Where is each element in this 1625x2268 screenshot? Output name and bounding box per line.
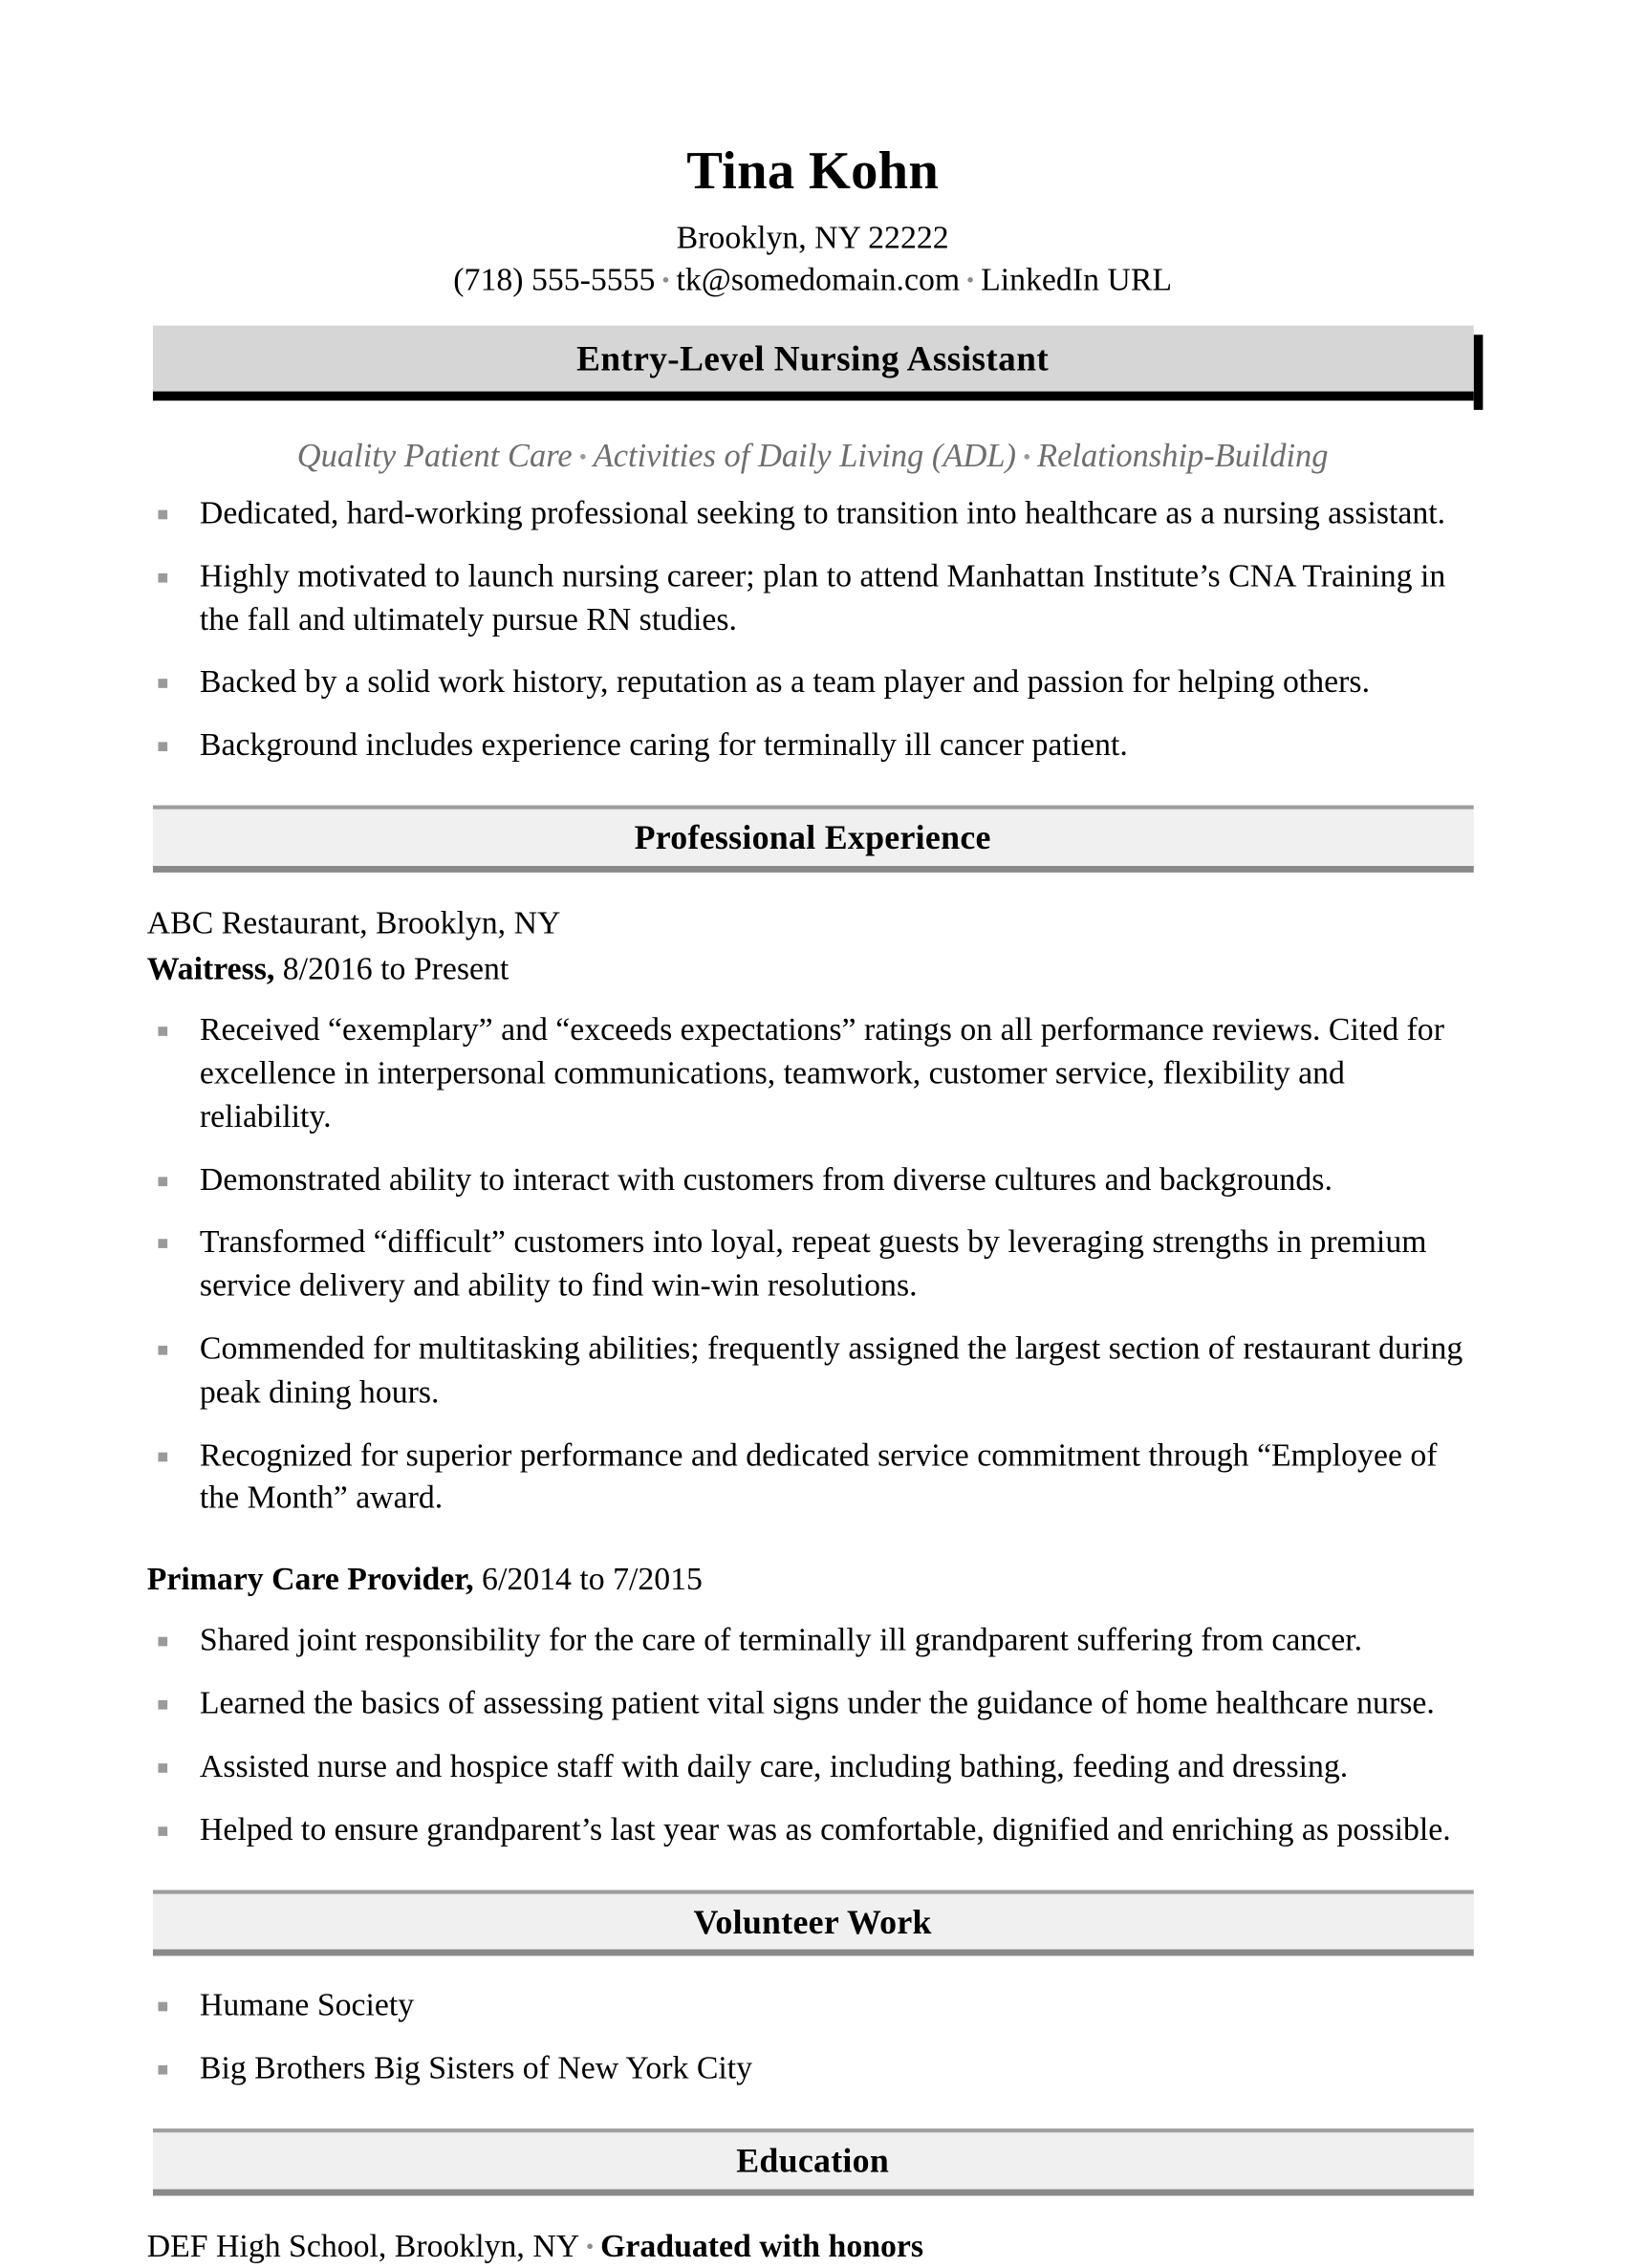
job-entry — [147, 1558, 1479, 1852]
volunteer-bullet-list — [147, 1985, 1479, 2091]
job-title-line — [147, 1558, 1479, 1602]
section-body-volunteer — [147, 1985, 1479, 2091]
separator-dot-icon: • — [1022, 444, 1031, 470]
job-employer: ABC Restaurant, Brooklyn, NY — [146, 905, 561, 941]
section-title: Professional Experience — [634, 818, 991, 857]
job-bullet-text: Transformed “difficult” customers into loyal, repeat guests by leveraging strengths in premium service delivery and ability to find win-win resolutions. — [199, 1224, 1427, 1305]
list-item — [147, 1009, 1479, 1139]
candidate-name: Tina Kohn — [686, 140, 940, 201]
job-title: Primary Care Provider, — [146, 1562, 474, 1598]
summary-bullet-list — [147, 493, 1479, 768]
skills-tagline — [147, 437, 1479, 480]
list-item — [147, 1746, 1479, 1789]
job-bullet-text: Shared joint responsibility for the care of terminally ill grandparent suffering from cancer. — [199, 1623, 1363, 1659]
list-item — [147, 725, 1479, 768]
list-item — [147, 1328, 1479, 1415]
volunteer-bullet-text: Big Brothers Big Sisters of New York City — [199, 2051, 753, 2087]
section-body-experience — [147, 901, 1479, 1852]
section-title: Volunteer Work — [693, 1902, 932, 1941]
job-bullet-text: Learned the basics of assessing patient vital signs under the guidance of home healthcare nurse. — [199, 1685, 1435, 1722]
candidate-linkedin: LinkedIn URL — [981, 262, 1172, 299]
section-body-education — [147, 2225, 1479, 2268]
volunteer-bullet-text: Humane Society — [199, 1988, 415, 2024]
job-title: Waitress, — [146, 951, 275, 987]
list-item — [147, 556, 1479, 643]
resume-content — [147, 0, 1479, 2268]
education-school: DEF High School, Brooklyn, NY — [146, 2228, 580, 2265]
job-bullet-list — [147, 1620, 1479, 1852]
job-bullet-text: Commended for multitasking abilities; frequently assigned the largest section of restaurant during peak dining hours. — [199, 1330, 1463, 1411]
list-item — [147, 1809, 1479, 1852]
tagline-part-3: Relationship-Building — [1037, 439, 1329, 476]
job-dates: 6/2014 to 7/2015 — [482, 1562, 703, 1598]
education-entry — [147, 2225, 1479, 2268]
separator-dot-icon: • — [578, 444, 587, 470]
candidate-contact-line — [147, 260, 1479, 303]
list-item — [147, 1159, 1479, 1202]
job-target-banner-wrap — [152, 325, 1473, 401]
list-item — [147, 1683, 1479, 1726]
job-bullet-text: Received “exemplary” and “exceeds expectations” ratings on all performance reviews. Cited for excellence in interpersonal communications, teamwork, customer service, flexibility and reliability. — [199, 1012, 1444, 1134]
job-dates: 8/2016 to Present — [282, 951, 509, 987]
section-header-experience — [152, 806, 1473, 873]
job-bullet-text: Helped to ensure grandparent’s last year was as comfortable, dignified and enriching as possible. — [199, 1811, 1451, 1848]
separator-dot-icon: • — [586, 2234, 595, 2259]
separator-dot-icon: • — [966, 268, 975, 293]
list-item — [147, 1222, 1479, 1309]
job-bullet-text: Recognized for superior performance and dedicated service commitment through “Employee of the Month” award. — [199, 1436, 1438, 1517]
section-header-volunteer — [152, 1890, 1473, 1956]
job-target-banner — [152, 325, 1473, 401]
candidate-email: tk@somedomain.com — [676, 262, 961, 299]
candidate-phone: (718) 555-5555 — [453, 262, 656, 299]
tagline-part-2: Activities of Daily Living (ADL) — [593, 439, 1017, 476]
list-item — [147, 2048, 1479, 2091]
separator-dot-icon: • — [661, 268, 670, 293]
resume-header — [147, 142, 1479, 303]
job-entry — [147, 901, 1479, 1522]
job-target-title: Entry-Level Nursing Assistant — [576, 337, 1050, 378]
education-honors: Graduated with honors — [600, 2228, 924, 2265]
list-item — [147, 1985, 1479, 2028]
banner-shadow — [1473, 335, 1483, 411]
section-header-education — [152, 2128, 1473, 2195]
job-title-line — [147, 947, 1479, 991]
job-bullet-text: Assisted nurse and hospice staff with daily care, including bathing, feeding and dressing. — [199, 1748, 1349, 1785]
tagline-part-1: Quality Patient Care — [296, 439, 573, 476]
summary-bullet-text: Backed by a solid work history, reputation as a team player and passion for helping others. — [199, 664, 1371, 701]
summary-bullet-text: Background includes experience caring for terminally ill cancer patient. — [199, 727, 1128, 764]
list-item — [147, 1435, 1479, 1522]
candidate-location: Brooklyn, NY 22222 — [676, 220, 949, 256]
list-item — [147, 493, 1479, 536]
list-item — [147, 1620, 1479, 1663]
list-item — [147, 662, 1479, 705]
summary-bullet-text: Dedicated, hard-working professional seeking to transition into healthcare as a nursing assistant. — [199, 495, 1446, 531]
job-bullet-list — [147, 1009, 1479, 1521]
section-title: Education — [736, 2142, 890, 2181]
job-bullet-text: Demonstrated ability to interact with customers from diverse cultures and backgrounds. — [199, 1161, 1332, 1198]
summary-bullet-text: Highly motivated to launch nursing career; plan to attend Manhattan Institute’s CNA Training in the fall and ultimately pursue RN studies. — [199, 558, 1446, 637]
